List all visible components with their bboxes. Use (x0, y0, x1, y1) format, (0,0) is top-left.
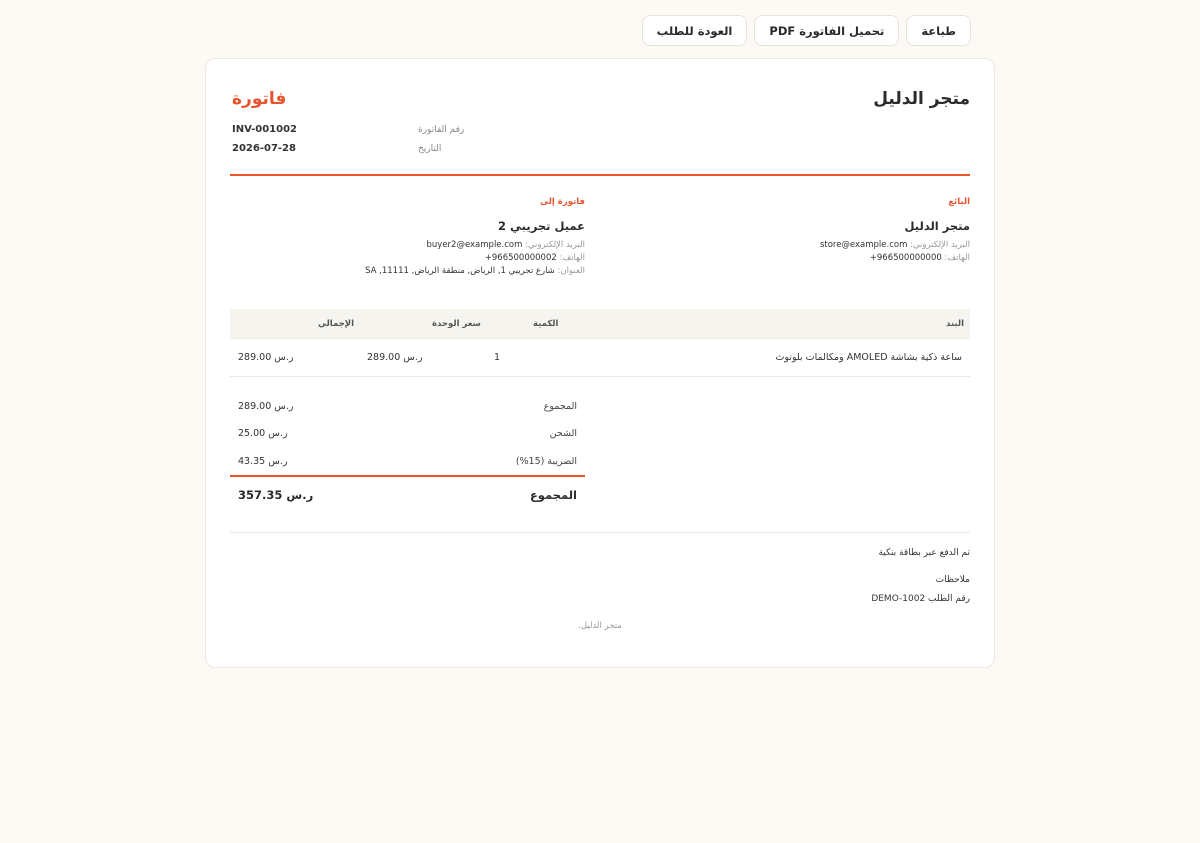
notes-divider (230, 532, 970, 533)
shipping-value: 25.00 ر.س (238, 428, 288, 439)
grand-total-label: المجموع (529, 488, 577, 502)
col-item: البند (946, 319, 964, 329)
subtotal-value: 289.00 ر.س (238, 401, 294, 412)
row-unit-price: 289.00 ر.س (367, 352, 423, 363)
row-item: ساعة ذكية بشاشة AMOLED ومكالمات بلوتوث (775, 352, 962, 363)
back-to-order-button[interactable]: العودة للطلب (642, 15, 748, 46)
col-qty: الكمية (533, 319, 559, 329)
buyer-email-line (230, 240, 585, 250)
col-unit-price: سعر الوحدة (432, 319, 481, 329)
seller-label: البائع (948, 197, 970, 207)
download-pdf-button[interactable]: تحميل الفاتورة PDF (754, 15, 899, 46)
buyer-address: شارع تجريبي 1, الرياض, منطقة الرياض, 11111, SA (365, 266, 555, 276)
invoice-number-label: رقم الفاتورة (418, 125, 465, 135)
buyer-block (230, 197, 585, 276)
seller-email-label: البريد الإلكتروني: (910, 240, 970, 250)
header-divider (230, 174, 970, 176)
invoice-number: INV-001002 (232, 124, 297, 135)
order-reference: رقم الطلب DEMO-1002 (871, 594, 970, 604)
toolbar (642, 15, 971, 46)
row-total: 289.00 ر.س (238, 352, 294, 363)
buyer-email-label: البريد الإلكتروني: (525, 240, 585, 250)
store-name: متجر الدليل (873, 89, 970, 109)
row-divider (230, 376, 970, 377)
totals-divider (230, 475, 585, 477)
row-qty: 1 (494, 352, 501, 363)
buyer-phone: +966500000002 (484, 253, 557, 263)
buyer-email: buyer2@example.com (426, 240, 523, 250)
seller-email-line (610, 240, 970, 250)
seller-phone: +966500000000 (869, 253, 942, 263)
seller-name: متجر الدليل (904, 219, 970, 233)
buyer-phone-line (230, 253, 585, 263)
items-table-header (230, 309, 970, 339)
seller-email: store@example.com (819, 240, 908, 250)
seller-phone-line (610, 253, 970, 263)
seller-block (610, 197, 970, 263)
grand-total-value: 357.35 ر.س (238, 488, 314, 502)
seller-phone-label: الهاتف: (944, 253, 970, 263)
tax-value: 43.35 ر.س (238, 456, 288, 467)
invoice-date: 2026-07-28 (232, 143, 296, 154)
invoice-title: فاتورة (232, 89, 287, 109)
col-total: الإجمالي (318, 319, 355, 329)
footer-text: متجر الدليل. (578, 621, 622, 631)
tax-label: الضريبة (15%) (515, 456, 577, 467)
invoice-date-label: التاريخ (418, 144, 442, 154)
shipping-label: الشحن (549, 428, 577, 439)
buyer-phone-label: الهاتف: (559, 253, 585, 263)
subtotal-label: المجموع (543, 401, 577, 412)
buyer-label: فاتورة إلى (540, 197, 585, 207)
buyer-address-label: العنوان: (557, 266, 585, 276)
notes-label: ملاحظات (935, 575, 970, 585)
invoice-card (205, 58, 995, 668)
buyer-address-line (230, 266, 585, 276)
buyer-name: عميل تجريبي 2 (498, 219, 585, 233)
payment-method: تم الدفع عبر بطاقة بنكية (878, 548, 970, 558)
print-button[interactable]: طباعة (906, 15, 971, 46)
